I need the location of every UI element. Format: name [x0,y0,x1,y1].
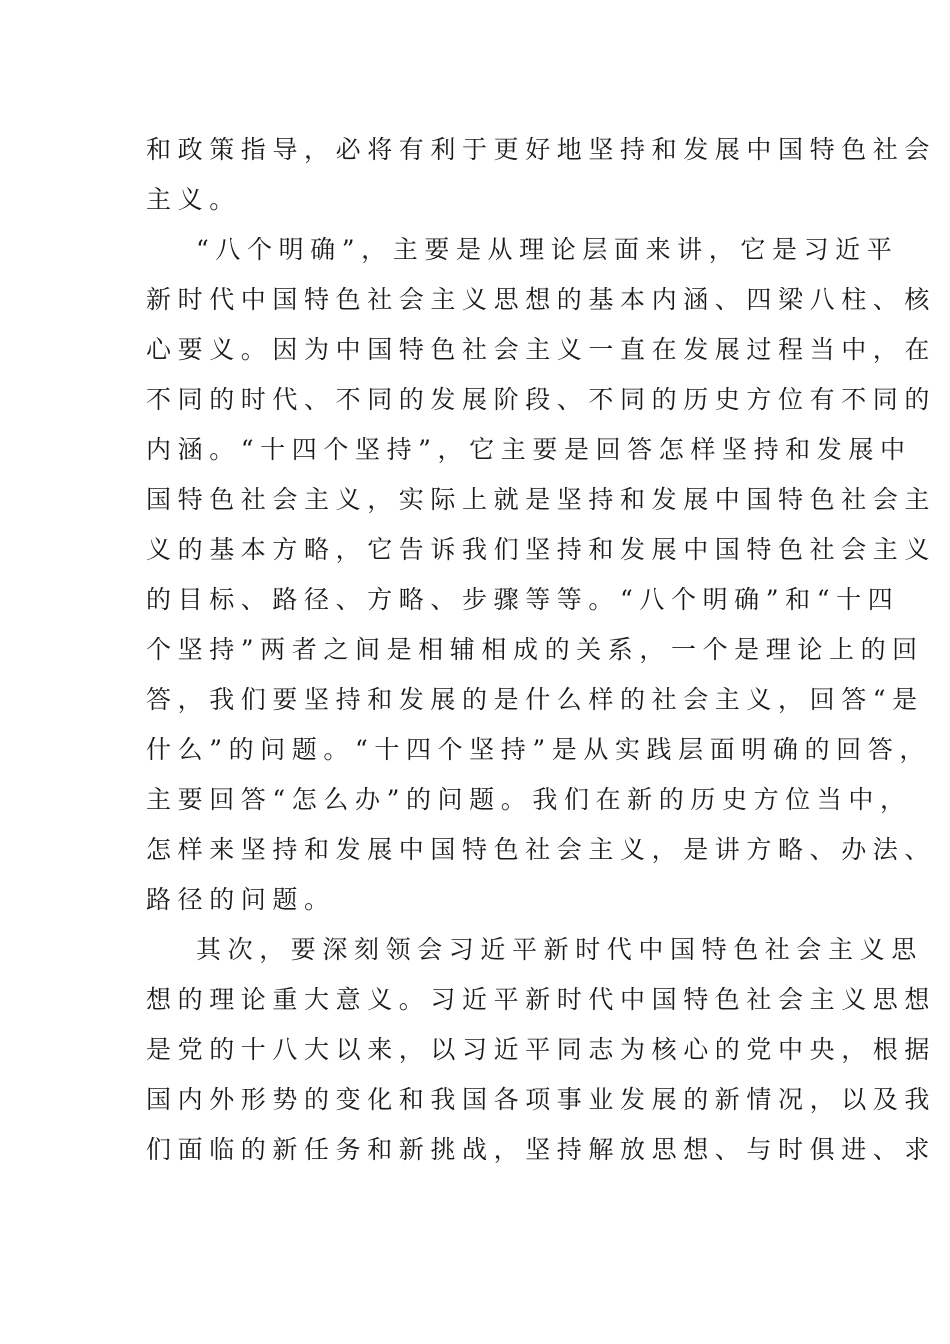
text-line: 国内外形势的变化和我国各项事业发展的新情况，以及我 [146,1085,937,1114]
paragraph-first-line: 其次，要深刻领会习近平新时代中国特色社会主义思 [196,935,923,964]
text-line: 个坚持”两者之间是相辅相成的关系，一个是理论上的回 [146,635,924,664]
text-line: 的目标、路径、方略、步骤等等。“八个明确”和“十四 [146,585,900,614]
text-line: 新时代中国特色社会主义思想的基本内涵、四梁八柱、核 [146,285,937,314]
text-line: 义的基本方略，它告诉我们坚持和发展中国特色社会主义 [146,535,937,564]
text-line: 们面临的新任务和新挑战，坚持解放思想、与时俱进、求 [146,1135,937,1164]
text-line: 怎样来坚持和发展中国特色社会主义，是讲方略、办法、 [146,835,937,864]
text-line: 路径的问题。 [146,885,336,914]
text-line: 是党的十八大以来，以习近平同志为核心的党中央，根据 [146,1035,937,1064]
text-line: 想的理论重大意义。习近平新时代中国特色社会主义思想 [146,985,937,1014]
text-line: 不同的时代、不同的发展阶段、不同的历史方位有不同的 [146,385,937,414]
text-line: 主义。 [146,185,241,214]
text-line: 国特色社会主义，实际上就是坚持和发展中国特色社会主 [146,485,937,514]
text-line: 和政策指导，必将有利于更好地坚持和发展中国特色社会 [146,135,937,164]
text-line: 心要义。因为中国特色社会主义一直在发展过程当中，在 [146,335,937,364]
text-line: 内涵。“十四个坚持”，它主要是回答怎样坚持和发展中 [146,435,912,464]
text-line: 答，我们要坚持和发展的是什么样的社会主义，回答“是 [146,685,924,714]
text-line: 什么”的问题。“十四个坚持”是从实践层面明确的回答， [146,735,931,764]
text-line: 主要回答“怎么办”的问题。我们在新的历史方位当中， [146,785,912,814]
paragraph-first-line: “八个明确”，主要是从理论层面来讲，它是习近平 [196,235,899,264]
